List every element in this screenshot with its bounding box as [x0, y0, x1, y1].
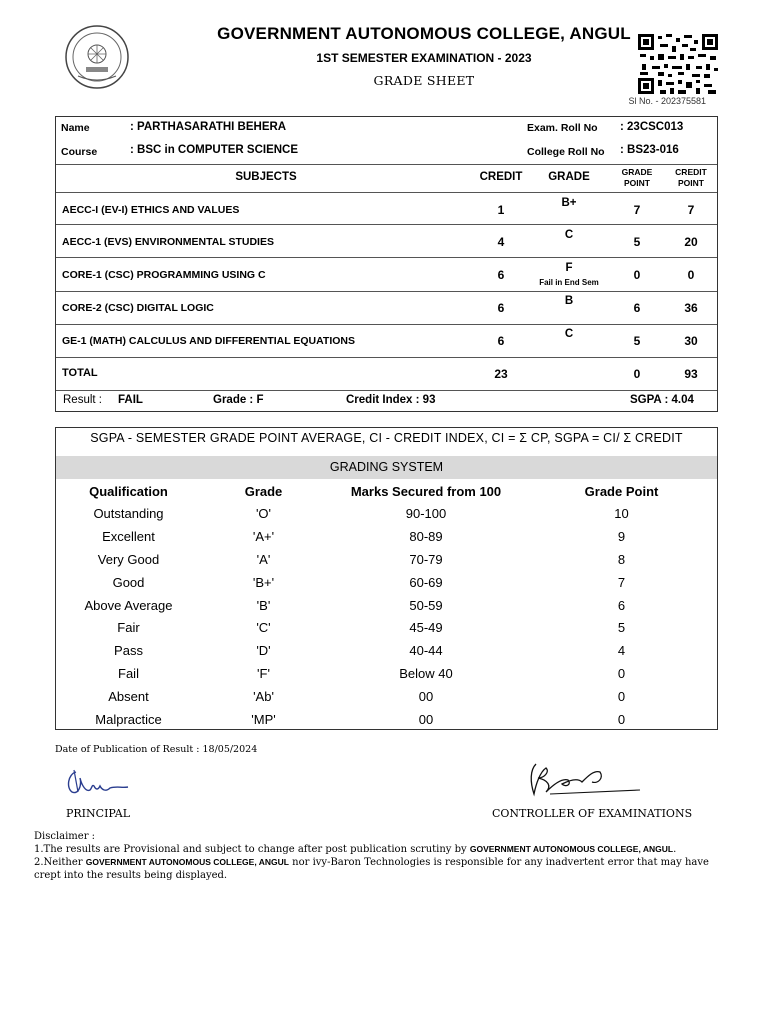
grading-cell: 7: [617, 574, 626, 590]
grading-cell: 'A+': [252, 528, 275, 544]
subject-credit-point: 30: [684, 334, 698, 348]
publication-date: Date of Publication of Result : 18/05/2024: [55, 744, 258, 755]
total-label: TOTAL: [62, 367, 98, 379]
grading-cell: Absent: [108, 689, 149, 705]
serial-number: Sl No. - 202375581: [628, 96, 706, 106]
subject-grade: C: [564, 229, 574, 241]
grading-row: [56, 525, 717, 548]
grading-header: Marks Secured from 100: [350, 483, 502, 499]
grading-cell: 0: [617, 689, 626, 705]
grading-cell: 'C': [256, 620, 271, 636]
grading-cell: 'Ab': [253, 689, 274, 705]
qr-code: [638, 34, 718, 94]
subject-credit-point: 0: [687, 268, 695, 282]
grading-cell: Outstanding: [93, 505, 164, 521]
grading-cell: 4: [617, 643, 626, 659]
grading-cell: 'MP': [251, 711, 276, 727]
exam-roll-value: : 23CSC013: [620, 121, 684, 133]
grading-cell: Above Average: [84, 597, 173, 613]
grading-system-title: GRADING SYSTEM: [56, 456, 717, 479]
name-value: : PARTHASARATHI BEHERA: [130, 121, 287, 133]
header-grade: GRADE: [548, 171, 590, 183]
grading-cell: 8: [617, 551, 626, 567]
grading-cell: 00: [418, 689, 434, 705]
grading-cell: Fail: [118, 666, 139, 682]
header-subjects: SUBJECTS: [235, 171, 297, 183]
grading-cell: 'D': [256, 643, 271, 659]
grading-header: Qualification: [89, 483, 168, 499]
subject-name: AECC-I (EV-I) ETHICS AND VALUES: [62, 204, 240, 216]
credit-index: Credit Index : 93: [346, 394, 436, 406]
header-credit: CREDIT: [479, 171, 523, 183]
grading-row: [56, 639, 717, 662]
grading-cell: 10: [614, 505, 629, 521]
principal-label: PRINCIPAL: [66, 807, 131, 820]
grading-header: Grade Point: [584, 483, 659, 499]
grading-system-box: [55, 427, 718, 730]
grading-cell: Malpractice: [95, 711, 162, 727]
subject-grade: C: [564, 328, 574, 340]
grading-cell: Very Good: [97, 551, 160, 567]
grading-row: [56, 616, 717, 639]
subject-credit-point: 7: [687, 203, 695, 217]
grading-cell: 50-59: [409, 597, 443, 613]
grading-cell: 80-89: [409, 528, 443, 544]
grading-cell: 90-100: [405, 505, 447, 521]
grade-note: Fail in End Sem: [539, 278, 599, 287]
grading-row: [56, 708, 717, 731]
college-title: GOVERNMENT AUTONOMOUS COLLEGE, ANGUL: [217, 24, 631, 43]
subject-credit: 6: [497, 268, 505, 282]
subject-credit: 4: [497, 235, 505, 249]
subject-grade: F: [565, 262, 573, 274]
course-value: : BSC in COMPUTER SCIENCE: [130, 144, 299, 156]
subject-grade-point: 0: [633, 268, 641, 282]
result-label: Result :: [63, 394, 102, 406]
controller-signature: [500, 754, 650, 804]
grading-row: [56, 594, 717, 617]
subject-name: CORE-1 (CSC) PROGRAMMING USING C: [62, 269, 266, 281]
sgpa-formula: SGPA - SEMESTER GRADE POINT AVERAGE, CI - CREDIT INDEX, CI = Σ CP, SGPA = CI/ Σ CREDIT: [90, 431, 683, 445]
marks-table: [55, 116, 718, 412]
subject-grade-point: 5: [633, 235, 641, 249]
grading-cell: 00: [418, 711, 434, 727]
disclaimer-line-2: 2.Neither GOVERNMENT AUTONOMOUS COLLEGE, ANGUL nor ivy-Baron Technologies is responsible for any inadvertent error that may have crept into the results being displayed.: [34, 857, 709, 881]
grading-cell: Good: [112, 574, 145, 590]
grading-cell: 0: [617, 666, 626, 682]
grading-cell: 6: [617, 597, 626, 613]
grading-cell: 70-79: [409, 551, 443, 567]
subject-grade-point: 7: [633, 203, 641, 217]
grading-cell: Fair: [117, 620, 140, 636]
name-label: Name: [61, 122, 90, 134]
grading-cell: 9: [617, 528, 626, 544]
college-roll-value: : BS23-016: [620, 144, 679, 156]
grading-cell: 'F': [257, 666, 270, 682]
grading-cell: 'B': [256, 597, 271, 613]
subject-grade: B: [564, 295, 574, 307]
subject-credit-point: 36: [684, 301, 698, 315]
result-grade: Grade : F: [213, 394, 264, 406]
grading-cell: Excellent: [102, 528, 155, 544]
total-credit-point: 93: [684, 367, 698, 381]
grading-cell: 45-49: [409, 620, 443, 636]
grading-cell: 60-69: [409, 574, 443, 590]
subject-credit-point: 20: [684, 235, 698, 249]
subject-credit: 6: [497, 334, 505, 348]
subject-grade-point: 6: [633, 301, 641, 315]
exam-roll-label: Exam. Roll No: [527, 122, 598, 134]
subject-name: CORE-2 (CSC) DIGITAL LOGIC: [62, 302, 214, 314]
header-grade-point: GRADE POINT: [621, 167, 653, 188]
subject-name: GE-1 (MATH) CALCULUS AND DIFFERENTIAL EQUATIONS: [62, 335, 356, 347]
grading-row: [56, 685, 717, 708]
disclaimer: [34, 830, 734, 882]
grading-cell: 'O': [255, 505, 272, 521]
grading-table: [56, 480, 717, 731]
exam-title: 1ST SEMESTER EXAMINATION - 2023: [316, 51, 532, 65]
grading-row: [56, 502, 717, 525]
total-credit: 23: [494, 367, 508, 381]
grading-cell: 'A': [256, 551, 271, 567]
course-label: Course: [61, 146, 98, 158]
total-grade-point: 0: [633, 367, 641, 381]
subject-grade-point: 5: [633, 334, 641, 348]
grading-cell: Pass: [114, 643, 143, 659]
college-roll-label: College Roll No: [527, 146, 605, 158]
subject-credit: 6: [497, 301, 505, 315]
result-value: FAIL: [118, 394, 143, 406]
subject-grade: B+: [561, 197, 577, 209]
grading-row: [56, 548, 717, 571]
grading-cell: 'B+': [252, 574, 275, 590]
sgpa: SGPA : 4.04: [630, 394, 694, 406]
header-credit-point: CREDIT POINT: [675, 167, 707, 188]
sheet-title: GRADE SHEET: [373, 73, 475, 88]
principal-signature: [62, 762, 132, 807]
subject-name: AECC-1 (EVS) ENVIRONMENTAL STUDIES: [62, 236, 274, 248]
grading-cell: Below 40: [399, 666, 453, 682]
subject-credit: 1: [497, 203, 505, 217]
grading-row: [56, 571, 717, 594]
grading-header: Grade: [244, 483, 283, 499]
controller-label: CONTROLLER OF EXAMINATIONS: [492, 807, 693, 820]
disclaimer-line-1: 1.The results are Provisional and subject to change after post publication scrutiny by GOVERNMENT AUTONOMOUS COLLEGE, ANGUL.: [34, 844, 677, 855]
grading-row: [56, 662, 717, 685]
grading-cell: 40-44: [409, 643, 443, 659]
grading-cell: 0: [617, 711, 626, 727]
disclaimer-title: Disclaimer :: [34, 831, 96, 842]
grading-cell: 5: [617, 620, 626, 636]
